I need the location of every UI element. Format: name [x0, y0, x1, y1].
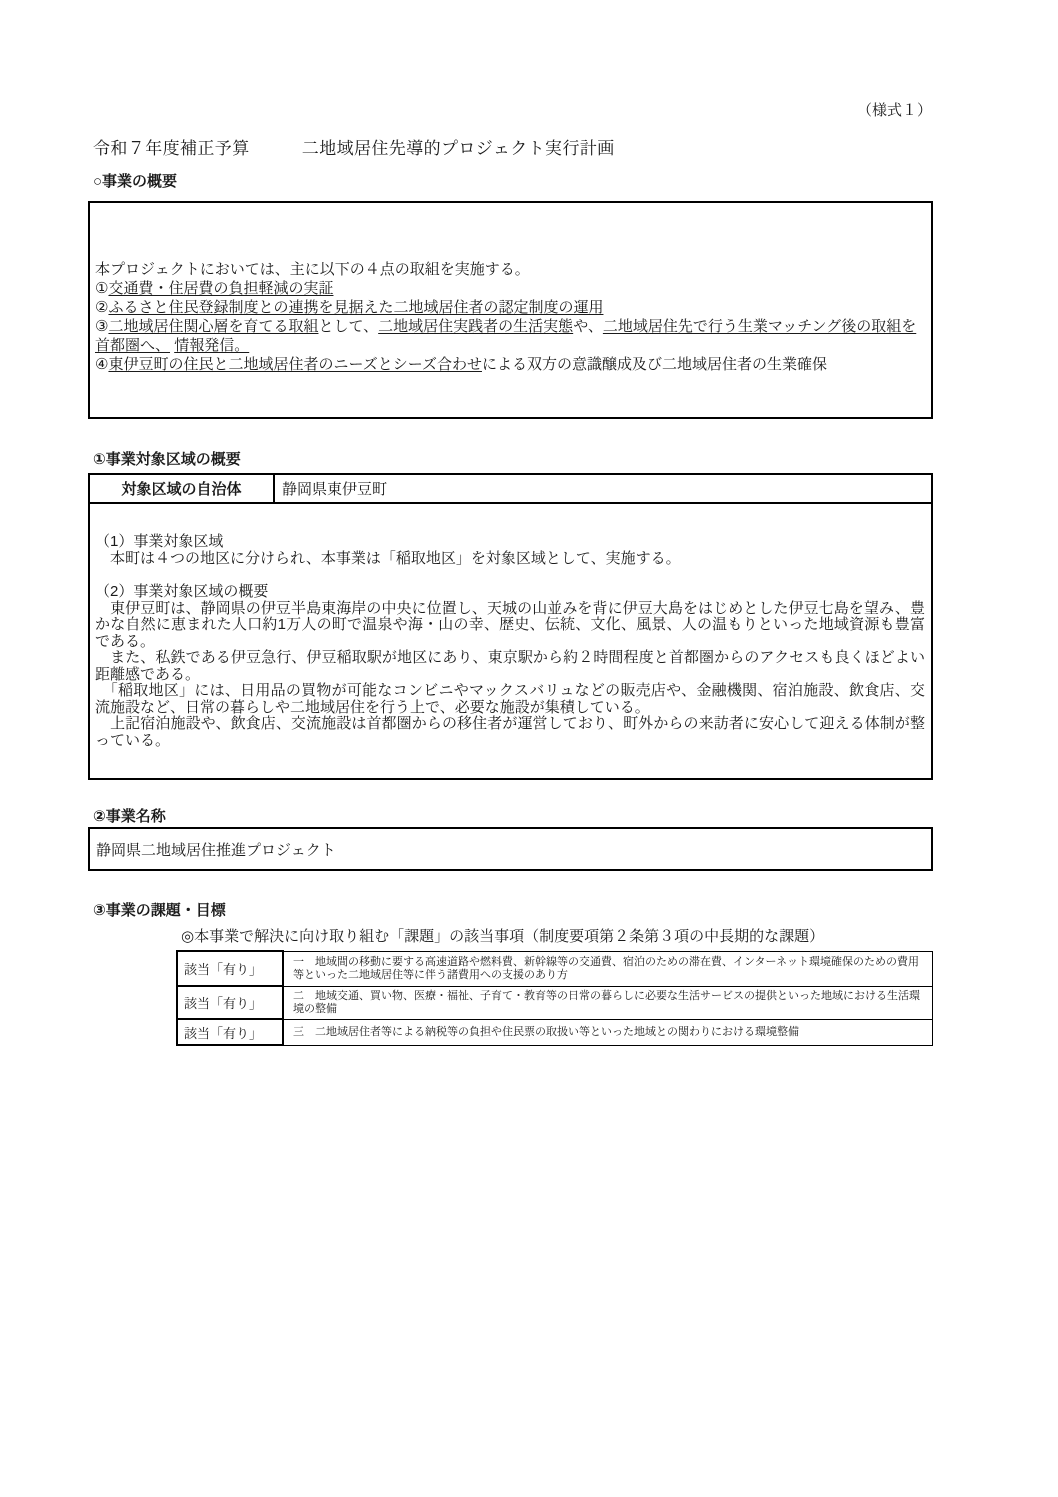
- status-cell: 該当「有り」: [177, 986, 283, 1019]
- item-text: や、: [573, 318, 603, 335]
- status-cell: 該当「有り」: [177, 1019, 283, 1045]
- area-heading: ①事業対象区域の概要: [93, 451, 241, 468]
- form-style-label: （様式１）: [856, 102, 932, 119]
- item-text: 二地域居住関心層を育てる取組: [108, 318, 319, 335]
- overview-item-3: [95, 317, 925, 355]
- municipality-row: [90, 475, 931, 504]
- status-cell: 該当「有り」: [177, 951, 283, 986]
- overview-item-2: [95, 298, 925, 317]
- area-sub2-paragraph: 「稲取地区」には、日用品の買物が可能なコンビニやマックスバリュなどの販売店や、金融機関、宿泊施設、飲食店、交流施設など、日常の暮らしや二地域居住を行う上で、必要な施設が集積している。: [95, 682, 925, 716]
- project-name-box: [88, 827, 933, 871]
- issue-row: [177, 951, 933, 986]
- item-text: 情報発信。: [174, 337, 250, 354]
- document-title: 令和７年度補正予算 二地域居住先導的プロジェクト実行計画: [93, 139, 615, 158]
- item-number: ③: [95, 318, 109, 335]
- item-text: 二地域居住実践者の生活実態: [378, 318, 574, 335]
- overview-box: [88, 201, 933, 419]
- item-text: 二地域居住先で行う生業マッチング後の取組を首都圏へ、: [95, 318, 917, 354]
- municipality-value-cell: 静岡県東伊豆町: [282, 481, 388, 498]
- overview-heading: ○事業の概要: [93, 173, 178, 190]
- issue-text-cell: 二 地域交通、買い物、医療・福祉、子育て・教育等の日常の暮らしに必要な生活サービスの提供といった地域における生活環境の整備: [283, 986, 933, 1019]
- item-number: ①: [95, 280, 109, 297]
- area-sub2-paragraph: 東伊豆町は、静岡県の伊豆半島東海岸の中央に位置し、天城の山並みを背に伊豆大島をはじめとした伊豆七島を望み、豊かな自然に恵まれた人口約1万人の町で温泉や海・山の幸、歴史、伝統、文化、風景、人の温もりといった地域資源も豊富である。: [95, 599, 925, 650]
- area-table: [88, 473, 933, 780]
- area-sub2-title: （2）事業対象区域の概要: [95, 583, 269, 600]
- area-sub2-paragraph: また、私鉄である伊豆急行、伊豆稲取駅が地区にあり、東京駅から約２時間程度と首都圏からのアクセスも良くほどよい距離感である。: [95, 649, 925, 683]
- issues-table: [176, 950, 933, 1046]
- issue-text-cell: 三 二地域居住者等による納税等の負担や住民票の取扱い等といった地域との関わりにおける環境整備: [283, 1019, 933, 1045]
- area-sub2-paragraph: 上記宿泊施設や、飲食店、交流施設は首都圏からの移住者が運営しており、町外からの来訪者に安心して迎える体制が整っている。: [95, 715, 925, 749]
- item-number: ②: [95, 299, 109, 316]
- area-sub1-body: 本町は４つの地区に分けられ、本事業は「稲取地区」を対象区域として、実施する。: [95, 549, 681, 567]
- overview-item-4: [95, 355, 925, 374]
- project-name-heading: ②事業名称: [93, 808, 166, 825]
- item-text: 交通費・住居費の負担軽減の実証: [108, 280, 334, 297]
- overview-intro: 本プロジェクトにおいては、主に以下の４点の取組を実施する。: [95, 261, 530, 278]
- municipality-header-cell: 対象区域の自治体: [90, 475, 275, 502]
- project-name-value: 静岡県二地域居住推進プロジェクト: [96, 841, 336, 859]
- issue-text-cell: 一 地域間の移動に要する高速道路や燃料費、新幹線等の交通費、宿泊のための滞在費、インターネット環境確保のための費用等といった二地域居住等に伴う諸費用への支援のあり方: [283, 951, 933, 986]
- issues-subtitle: ◎本事業で解決に向け取り組む「課題」の該当事項（制度要項第２条第３項の中長期的な課題）: [181, 928, 825, 945]
- item-text: による双方の意識醸成及び二地域居住者の生業確保: [481, 356, 827, 373]
- area-description-cell: [90, 504, 931, 778]
- item-text: ふるさと住民登録制度との連携を見据えた二地域居住者の認定制度の運用: [108, 299, 604, 316]
- issue-row: [177, 1019, 933, 1045]
- item-text: 東伊豆町の住民と二地域居住者のニーズとシーズ合わせ: [108, 356, 482, 373]
- issues-heading: ③事業の課題・目標: [93, 902, 226, 919]
- item-number: ④: [95, 356, 109, 373]
- overview-item-1: [95, 279, 925, 298]
- item-text: として、: [318, 318, 379, 335]
- area-sub1-title: （1）事業対象区域: [95, 533, 224, 550]
- issue-row: [177, 986, 933, 1019]
